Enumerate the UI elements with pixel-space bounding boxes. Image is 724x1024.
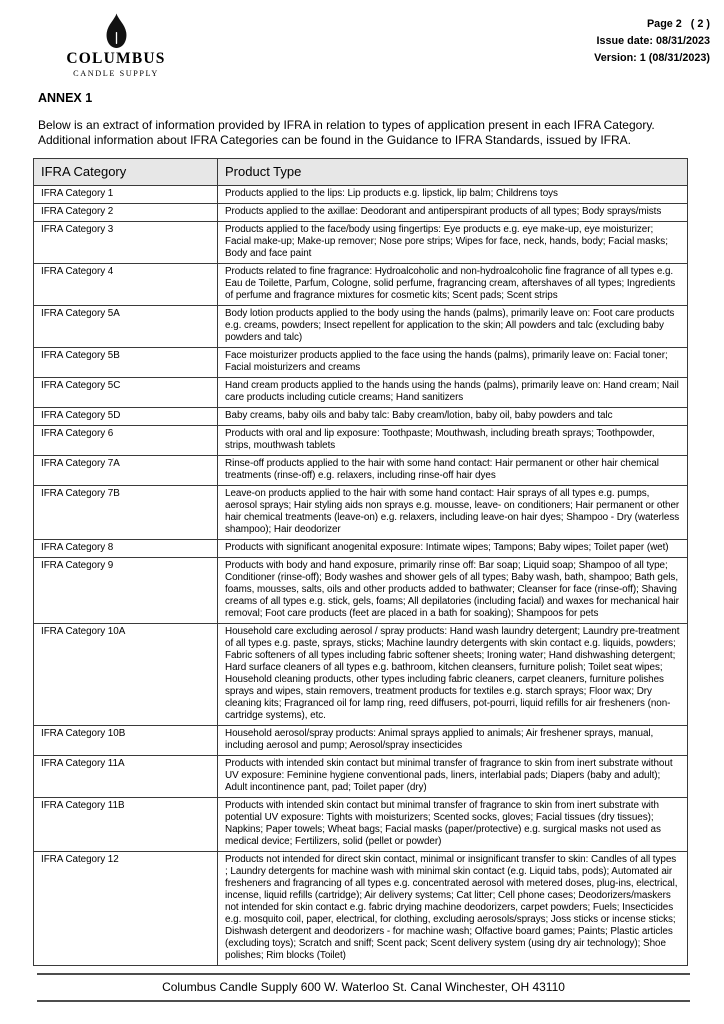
table-row (34, 222, 688, 264)
table-row (34, 798, 688, 852)
product-type-cell: Products with oral and lip exposure: Toothpaste; Mouthwash, including breath sprays; Toothpowder, strips, mouthwash tablets (218, 426, 688, 456)
product-type-cell: Products with significant anogenital exposure: Intimate wipes; Tampons; Baby wipes; Toilet paper (wet) (218, 540, 688, 558)
footer-address: Columbus Candle Supply 600 W. Waterloo St. Canal Winchester, OH 43110 (162, 980, 565, 994)
product-type-cell: Products not intended for direct skin contact, minimal or insignificant transfer to skin: Candles of all types ; Laundry detergents for machine wash with minimal skin contact (e.g. Liquid tabs, pods); Automated air fresheners and fragrancing of all types e.g. concentrated aerosol with metered doses, plug-ins, electrical, incense, liquid refills (cartridge); Air delivery systems; Cat litter; Cell phone cases; Deodorizers/maskers not intended for skin contact e.g. fabric drying machine deodorizers, carpet powders; Fuels; Insecticides e.g. mosquito coil, paper, electrical, for clothing, excluding aerosols/sprays; Joss sticks or incense sticks; Dishwash detergent and deodorizers - for machine wash; Olfactive board games; Paints; Plastic articles (excluding toys); Scratch and sniff; Scent pack; Scent delivery system (using dry air technology); Shoe polishes; Rim blocks (Toilet) (218, 852, 688, 966)
table-row (34, 426, 688, 456)
table-row (34, 624, 688, 726)
product-type-cell: Products applied to the lips: Lip products e.g. lipstick, lip balm; Childrens toys (218, 186, 688, 204)
ifra-category-table (33, 158, 688, 966)
ifra-category-cell: IFRA Category 6 (34, 426, 218, 456)
ifra-category-cell: IFRA Category 8 (34, 540, 218, 558)
ifra-category-cell: IFRA Category 4 (34, 264, 218, 306)
ifra-table-body (34, 186, 688, 966)
column-header-ifra-category: IFRA Category (34, 159, 218, 186)
ifra-category-cell: IFRA Category 5B (34, 348, 218, 378)
table-row (34, 852, 688, 966)
ifra-category-cell: IFRA Category 5A (34, 306, 218, 348)
table-header-row (34, 159, 688, 186)
product-type-cell: Products related to fine fragrance: Hydroalcoholic and non-hydroalcoholic fine fragrance of all types e.g. Eau de Toilette, Parfum, Cologne, solid perfume, fragrancing cream, aftershaves of all types; Ingredients of perfume and fragrance mixtures for cosmetic kits; Scent pads; Scent strips (218, 264, 688, 306)
intro-paragraph: Below is an extract of information provided by IFRA in relation to types of application present in each IFRA Category. Additional information about IFRA Categories can be found in the Guidance to IFRA Standards, issued by IFRA. (38, 118, 655, 147)
ifra-category-cell: IFRA Category 12 (34, 852, 218, 966)
logo-company-name: COLUMBUS (66, 50, 166, 67)
page-info (594, 13, 710, 67)
ifra-category-cell: IFRA Category 5C (34, 378, 218, 408)
table-row (34, 348, 688, 378)
table-row (34, 558, 688, 624)
product-type-cell: Products with intended skin contact but minimal transfer of fragrance to skin from inert substrate with potential UV exposure: Tights with moisturizers; Scented socks, gloves; Facial tissues (dry tissues); Napkins; Paper towels; Wheat bags; Facial masks (paper/protective) e.g. surgical masks not used as medical device; Fertilizers, solid (pellet or powder) (218, 798, 688, 852)
table-row (34, 726, 688, 756)
table-row (34, 264, 688, 306)
product-type-cell: Leave-on products applied to the hair with some hand contact: Hair sprays of all types e.g. pumps, aerosol sprays; Hair styling aids non sprays e.g. mousse, leave- on conditioners; Hair permanent or other hair chemical treatments (leave-on) e.g. relaxers, including leave-on hair dyes; Shampoo - Dry (waterless shampoo); Hair deodorizer (218, 486, 688, 540)
product-type-cell: Products with body and hand exposure, primarily rinse off: Bar soap; Liquid soap; Shampoo of all type; Conditioner (rinse-off); Body washes and shower gels of all types; Baby wash, bath, shampoo; Bath gels, foams, mousses, salts, oils and other products added to bathwater; Cleanser for face (rinse-off); Shaving creams of all types e.g. stick, gels, foams; All depilatories (including facial) and waxes for mechanical hair removal; Foot care products (feet are placed in a bath for soaking); Shampoos for pets (218, 558, 688, 624)
table-row (34, 756, 688, 798)
table-row (34, 540, 688, 558)
ifra-category-cell: IFRA Category 11B (34, 798, 218, 852)
version: Version: 1 (08/31/2023) (594, 52, 710, 64)
product-type-cell: Household aerosol/spray products: Animal sprays applied to animals; Air freshener sprays, manual, including aerosol and pump; Aerosol/spray insecticides (218, 726, 688, 756)
table-row (34, 204, 688, 222)
product-type-cell: Hand cream products applied to the hands using the hands (palms), primarily leave on: Hand cream; Nail care products including cuticle creams; Hand sanitizers (218, 378, 688, 408)
annex-title: ANNEX 1 (38, 91, 93, 105)
ifra-category-cell: IFRA Category 7A (34, 456, 218, 486)
table-row (34, 408, 688, 426)
issue-date: Issue date: 08/31/2023 (596, 35, 710, 47)
logo-company-subtitle: CANDLE SUPPLY (73, 69, 159, 78)
table-row (34, 306, 688, 348)
product-type-cell: Products with intended skin contact but minimal transfer of fragrance to skin from inert substrate without UV exposure: Feminine hygiene conventional pads, liners, interlabial pads; Diapers (baby and adult); Adult incontinence pant, pad; Toilet paper (dry) (218, 756, 688, 798)
ifra-category-cell: IFRA Category 3 (34, 222, 218, 264)
footer (37, 973, 690, 1002)
product-type-cell: Body lotion products applied to the body using the hands (palms), primarily leave on: Foot care products e.g. creams, powders; Insect repellent for application to the skin; All powders and talc (excluding baby powders and talc) (218, 306, 688, 348)
company-logo (46, 13, 186, 78)
table-row (34, 456, 688, 486)
table-row (34, 186, 688, 204)
ifra-category-cell: IFRA Category 11A (34, 756, 218, 798)
column-header-product-type: Product Type (218, 159, 688, 186)
table-row (34, 378, 688, 408)
ifra-category-cell: IFRA Category 7B (34, 486, 218, 540)
ifra-category-cell: IFRA Category 5D (34, 408, 218, 426)
flame-icon (46, 13, 186, 49)
product-type-cell: Household care excluding aerosol / spray products: Hand wash laundry detergent; Laundry pre-treatment of all types e.g. paste, sprays, sticks; Machine laundry detergents with skin contact e.g. liquids, powders; Fabric softeners of all types including fabric softener sheets; Ironing water; Hand dishwashing detergent; Hard surface cleaners of all types e.g. bathroom, kitchen cleansers, furniture polish; Toilet seat wipes; Household cleaning products, other types including fabric cleaners, carpet cleaners, furniture polishes sprays and wipes, stain removers, treatment products for textiles e.g. starch sprays; Floor wax; Dry cleaning kits; Fragranced oil for lamp ring, reed diffusers, pot-pourri, liquid refills for air fresheners (non-cartridge systems), etc. (218, 624, 688, 726)
ifra-category-cell: IFRA Category 10A (34, 624, 218, 726)
product-type-cell: Products applied to the axillae: Deodorant and antiperspirant products of all types; Body sprays/mists (218, 204, 688, 222)
ifra-category-cell: IFRA Category 9 (34, 558, 218, 624)
product-type-cell: Rinse-off products applied to the hair with some hand contact: Hair permanent or other hair chemical treatments (rinse-off) e.g. relaxers, including rinse-off hair dyes (218, 456, 688, 486)
page-number: Page 2 ( 2 ) (646, 18, 710, 30)
product-type-cell: Products applied to the face/body using fingertips: Eye products e.g. eye make-up, eye moisturizer; Facial make-up; Make-up remover; Nose pore strips; Wipes for face, neck, hands, body; Facial masks; Body and face paint (218, 222, 688, 264)
product-type-cell: Baby creams, baby oils and baby talc: Baby cream/lotion, baby oil, baby powders and talc (218, 408, 688, 426)
ifra-category-cell: IFRA Category 10B (34, 726, 218, 756)
ifra-category-cell: IFRA Category 1 (34, 186, 218, 204)
page-header (0, 0, 724, 78)
product-type-cell: Face moisturizer products applied to the face using the hands (palms), primarily leave on: Facial toner; Facial moisturizers and creams (218, 348, 688, 378)
ifra-category-cell: IFRA Category 2 (34, 204, 218, 222)
table-row (34, 486, 688, 540)
